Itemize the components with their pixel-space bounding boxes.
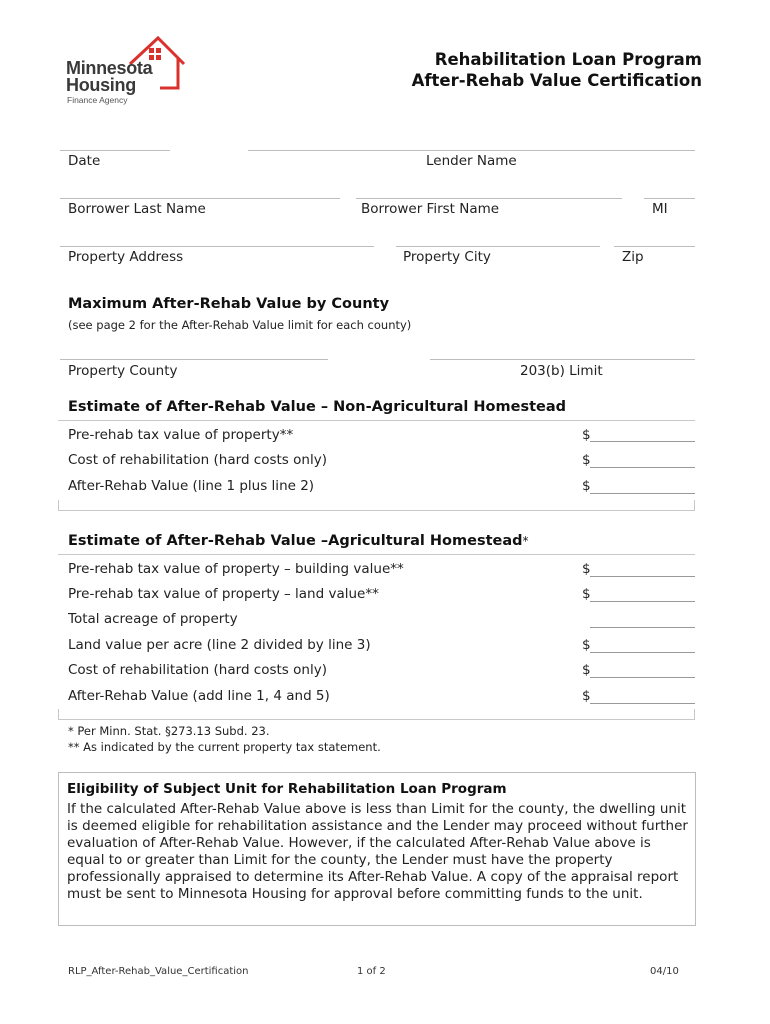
nonag-row-2: Cost of rehabilitation (hard costs only) (68, 452, 327, 468)
ag-value-2[interactable] (590, 601, 695, 602)
ag-row-6: After-Rehab Value (add line 1, 4 and 5) (68, 688, 330, 704)
logo-text-housing: Housing (66, 75, 136, 95)
zip-input-line[interactable] (614, 246, 695, 247)
county-note: (see page 2 for the After-Rehab Value limit for each county) (68, 318, 412, 332)
footer-form-name: RLP_After-Rehab_Value_Certification (68, 966, 249, 977)
lender-name-input-line[interactable] (248, 150, 695, 151)
county-heading: Maximum After-Rehab Value by County (68, 296, 390, 312)
page-title-line2: After-Rehab Value Certification (411, 71, 702, 90)
ag-value-5[interactable] (590, 677, 695, 678)
ag-dollar-5: $ (582, 662, 591, 678)
ag-dollar-6: $ (582, 688, 591, 704)
eligibility-body: If the calculated After-Rehab Value above is less than Limit for the county, the dwelling unit is deemed eligible for rehabilitation assistance and the Lender may proceed without further evaluation of After-Rehab Value. However, if the calculated After-Rehab Value above is equal to or greater than Limit for the county, the Lender must have the property professionally appraised to determine its After-Rehab Value. A copy of the appraisal report must be sent to Minnesota Housing for approval before committing funds to the unit. (67, 801, 688, 902)
nonag-value-3[interactable] (590, 493, 695, 494)
ag-right-tick (694, 709, 695, 719)
footnote-statute: * Per Minn. Stat. §273.13 Subd. 23. (68, 724, 270, 738)
nonag-row-1: Pre-rehab tax value of property** (68, 427, 294, 443)
ag-bottom-rule (58, 719, 695, 720)
ag-row-5: Cost of rehabilitation (hard costs only) (68, 662, 327, 678)
page-title-line1: Rehabilitation Loan Program (434, 50, 702, 69)
limit-203b-input-line[interactable] (430, 359, 695, 360)
zip-label: Zip (622, 249, 644, 265)
borrower-last-input-line[interactable] (60, 198, 340, 199)
property-county-label: Property County (68, 363, 178, 379)
mi-label: MI (652, 201, 668, 217)
ag-row-1: Pre-rehab tax value of property – building value** (68, 561, 404, 577)
ag-row-3: Total acreage of property (68, 611, 238, 627)
date-input-line[interactable] (60, 150, 170, 151)
logo (66, 34, 188, 106)
nonag-value-1[interactable] (590, 441, 695, 442)
ag-row-4: Land value per acre (line 2 divided by line 3) (68, 637, 371, 653)
ag-dollar-1: $ (582, 561, 591, 577)
ag-top-rule (58, 554, 695, 555)
borrower-first-label: Borrower First Name (361, 201, 500, 217)
ag-heading-mark: * (522, 534, 529, 548)
footer-date: 04/10 (650, 966, 679, 977)
lender-name-label: Lender Name (426, 153, 517, 169)
eligibility-title: Eligibility of Subject Unit for Rehabilitation Loan Program (67, 781, 507, 797)
ag-dollar-4: $ (582, 637, 591, 653)
borrower-first-input-line[interactable] (356, 198, 622, 199)
ag-dollar-2: $ (582, 586, 591, 602)
ag-value-4[interactable] (590, 652, 695, 653)
limit-203b-label: 203(b) Limit (520, 363, 603, 379)
property-county-input-line[interactable] (60, 359, 328, 360)
nonag-bottom-rule (58, 510, 695, 511)
borrower-last-label: Borrower Last Name (68, 201, 206, 217)
nonag-top-rule (58, 420, 695, 421)
property-address-label: Property Address (68, 249, 184, 265)
nonag-dollar-2: $ (582, 452, 591, 468)
ag-value-6[interactable] (590, 703, 695, 704)
nonag-left-tick (58, 500, 59, 510)
property-city-input-line[interactable] (396, 246, 600, 247)
ag-heading-text: Estimate of After-Rehab Value –Agricultural Homestead (68, 533, 523, 549)
nonag-row-3: After-Rehab Value (line 1 plus line 2) (68, 478, 315, 494)
nonag-dollar-3: $ (582, 478, 591, 494)
date-label: Date (68, 153, 101, 169)
footer-page-number: 1 of 2 (357, 966, 386, 977)
ag-heading (68, 533, 529, 549)
mi-input-line[interactable] (644, 198, 695, 199)
eligibility-box (58, 772, 696, 926)
property-address-input-line[interactable] (60, 246, 374, 247)
ag-value-3[interactable] (590, 627, 695, 628)
ag-value-1[interactable] (590, 576, 695, 577)
ag-row-2: Pre-rehab tax value of property – land value** (68, 586, 379, 602)
logo-text-minnesota: Minnesota (66, 58, 153, 78)
nonag-value-2[interactable] (590, 467, 695, 468)
nonag-dollar-1: $ (582, 427, 591, 443)
nonag-heading: Estimate of After-Rehab Value – Non-Agricultural Homestead (68, 399, 567, 415)
ag-left-tick (58, 709, 59, 719)
nonag-right-tick (694, 500, 695, 510)
logo-text-agency: Finance Agency (67, 95, 128, 105)
property-city-label: Property City (403, 249, 491, 265)
footnote-tax-statement: ** As indicated by the current property tax statement. (68, 740, 381, 754)
